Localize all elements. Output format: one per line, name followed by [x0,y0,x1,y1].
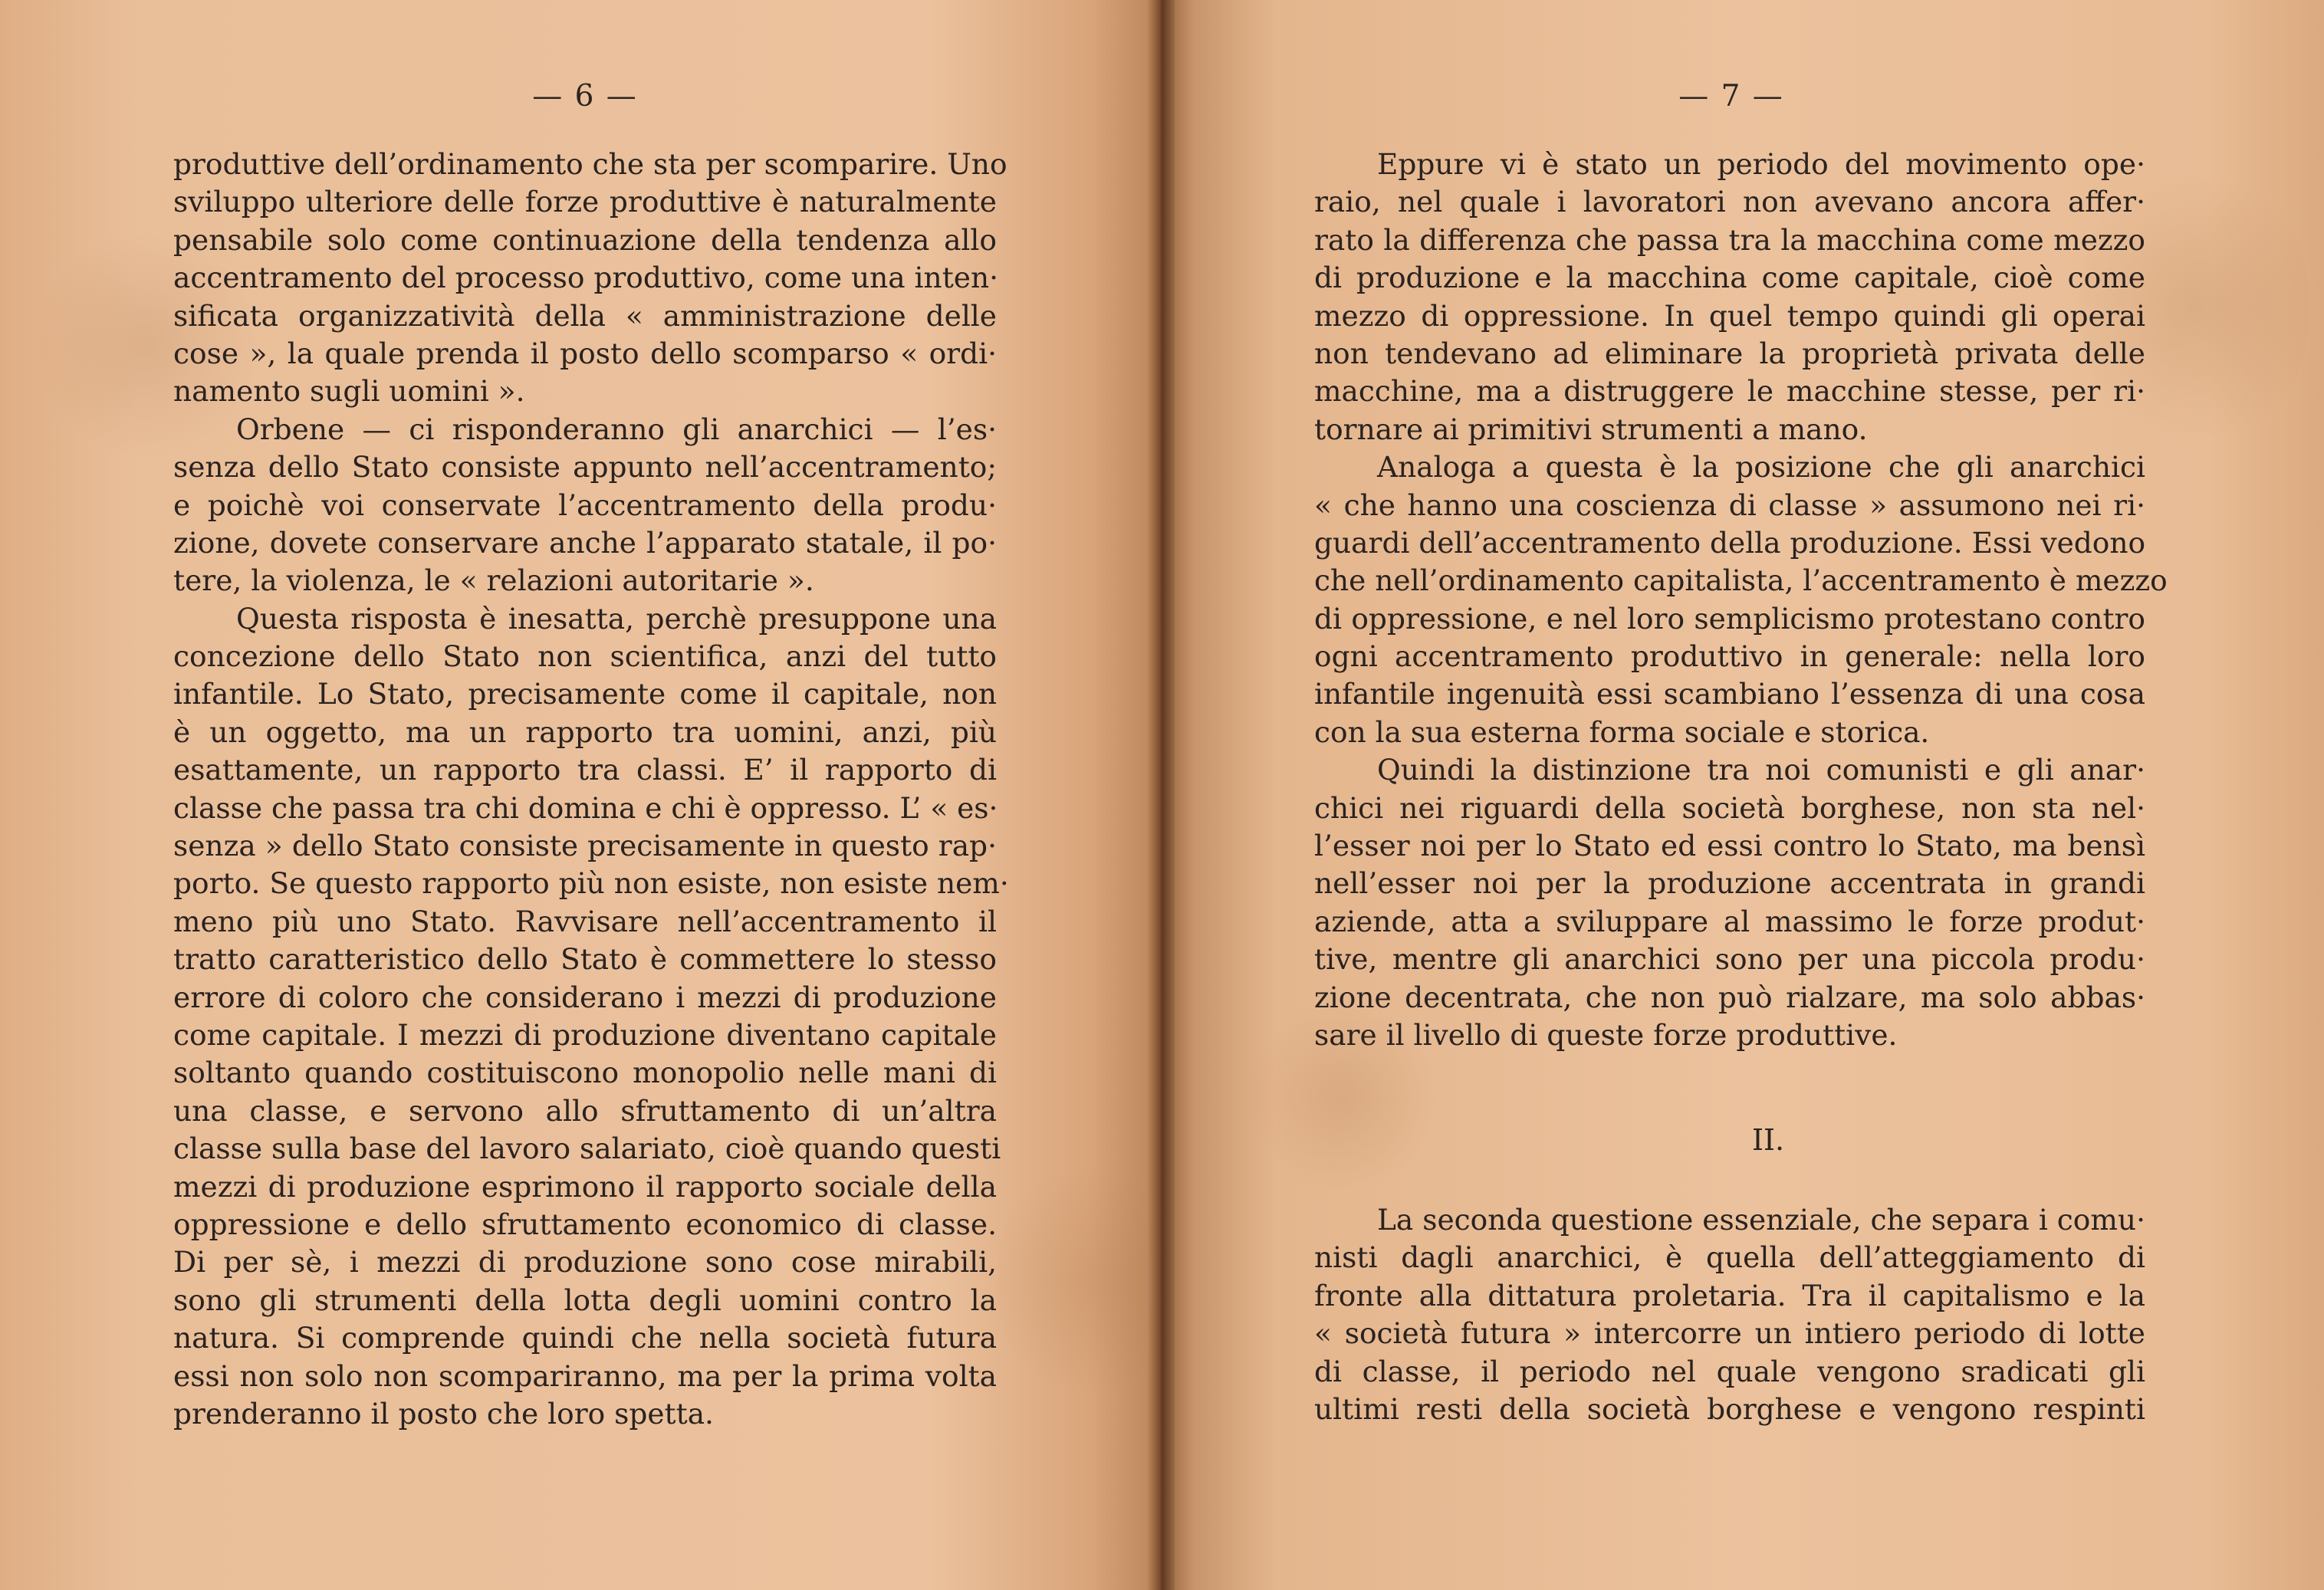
text-line: classe che passa tra chi domina e chi è oppresso. L’ « es· [173,790,998,825]
text-line: ogni accentramento produttivo in generale: nella loro [1314,639,2145,674]
text-line: aziende, atta a sviluppare al massimo le forze produt· [1314,904,2145,938]
text-line: Quindi la distinzione tra noi comunisti e gli anar· [1377,753,2145,787]
text-line: è un oggetto, ma un rapporto tra uomini, anzi, più [173,715,997,749]
book-gutter [1147,0,1175,1590]
text-line: cose », la quale prenda il posto dello scomparso « ordi· [173,336,997,370]
text-line: soltanto quando costituiscono monopolio nelle mani di [173,1056,997,1090]
text-line: produttive dell’ordinamento che sta per scomparire. Uno [173,147,1008,181]
text-line: sare il livello di queste forze produttive. [1314,1017,1898,1052]
right-page-body-top [1314,146,2168,1054]
text-line: essi non solo non scompariranno, ma per la prima volta [173,1358,997,1393]
text-line: natura. Si comprende quindi che nella società futura [173,1321,997,1355]
text-line: sificata organizzatività della « amministrazione delle [173,298,997,333]
text-line: zione decentrata, che non può rialzare, ma solo abbas· [1314,980,2145,1014]
right-page-body-bottom [1314,1201,2145,1428]
text-line: Di per sè, i mezzi di produzione sono cose mirabili, [173,1245,997,1280]
text-line: non tendevano ad eliminare la proprietà privata delle [1314,336,2145,370]
text-line: rato la differenza che passa tra la macchina come mezzo [1314,222,2145,257]
text-line: oppressione e dello sfruttamento economico di classe. [173,1207,997,1241]
text-line: errore di coloro che considerano i mezzi di produzione [173,980,997,1014]
text-line: mezzi di produzione esprimono il rapporto sociale della [173,1169,997,1204]
text-line: tornare ai primitivi strumenti a mano. [1314,412,1868,446]
text-line: porto. Se questo rapporto più non esiste, non esiste nem· [173,866,1009,901]
text-line: classe sulla base del lavoro salariato, cioè quando questi [173,1132,1001,1166]
text-line: pensabile solo come continuazione della tendenza allo [173,222,997,257]
text-line: senza dello Stato consiste appunto nell’accentramento; [173,450,997,485]
text-line: che nell’ordinamento capitalista, l’accentramento è mezzo [1314,563,2168,598]
text-line: sono gli strumenti della lotta degli uomini contro la [173,1283,997,1317]
text-line: mezzo di oppressione. In quel tempo quindi gli operai [1314,298,2145,333]
text-line: « che hanno una coscienza di classe » assumono nei ri· [1314,488,2145,522]
text-line: Questa risposta è inesatta, perchè presuppone una [236,601,997,636]
text-line: prenderanno il posto che loro spetta. [173,1396,714,1431]
text-line: Analoga a questa è la posizione che gli anarchici [1377,450,2145,485]
page-number-left: — 6 — [532,79,638,113]
text-line: Eppure vi è stato un periodo del movimento ope· [1377,147,2145,181]
text-line: infantile ingenuità essi scambiano l’essenza di una cosa [1314,677,2145,711]
text-line: tere, la violenza, le « relazioni autoritarie ». [173,563,814,598]
text-line: di classe, il periodo nel quale vengono sradicati gli [1314,1354,2145,1388]
text-line: di oppressione, e nel loro semplicismo protestano contro [1314,601,2145,636]
text-line: fronte alla dittatura proletaria. Tra il capitalismo e la [1314,1278,2145,1312]
text-line: e poichè voi conservate l’accentramento della produ· [173,488,997,522]
text-line: « società futura » intercorre un intiero periodo di lotte [1314,1316,2145,1351]
text-line: raio, nel quale i lavoratori non avevano ancora affer· [1314,185,2145,219]
text-line: tratto caratteristico dello Stato è commettere lo stesso [173,942,997,977]
text-line: senza » dello Stato consiste precisamente in questo rap· [173,829,997,863]
text-line: nell’esser noi per la produzione accentrata in grandi [1314,866,2145,901]
text-line: La seconda questione essenziale, che separa i comu· [1377,1203,2145,1237]
text-line: macchine, ma a distruggere le macchine stesse, per ri· [1314,374,2145,409]
text-line: ultimi resti della società borghese e vengono respinti [1314,1391,2145,1426]
left-page [0,0,1159,1590]
text-line: nisti dagli anarchici, è quella dell’atteggiamento di [1314,1240,2145,1275]
text-line: l’esser noi per lo Stato ed essi contro lo Stato, ma bensì [1314,829,2145,863]
text-line: tive, mentre gli anarchici sono per una piccola produ· [1314,942,2145,977]
text-line: Orbene — ci risponderanno gli anarchici — l’es· [236,412,997,446]
text-line: namento sugli uomini ». [173,374,525,409]
text-line: di produzione e la macchina come capitale, cioè come [1314,261,2145,295]
text-line: come capitale. I mezzi di produzione diventano capitale [173,1017,997,1052]
page-number-right: — 7 — [1678,79,1784,113]
text-line: guardi dell’accentramento della produzione. Essi vedono [1314,525,2146,560]
text-line: concezione dello Stato non scientifica, anzi del tutto [173,639,997,674]
text-line: meno più uno Stato. Ravvisare nell’accentramento il [173,904,997,938]
section-heading: II. [1751,1123,1785,1157]
text-line: con la sua esterna forma sociale e storica. [1314,715,1930,749]
text-line: una classe, e servono allo sfruttamento di un’altra [173,1093,997,1128]
right-page [1159,0,2324,1590]
text-line: chici nei riguardi della società borghese, non sta nel· [1314,790,2145,825]
left-page-body [173,146,1009,1433]
text-line: accentramento del processo produttivo, come una inten· [173,261,999,295]
text-line: sviluppo ulteriore delle forze produttive è naturalmente [173,185,997,219]
text-line: zione, dovete conservare anche l’apparato statale, il po· [173,525,997,560]
text-line: infantile. Lo Stato, precisamente come il capitale, non [173,677,997,711]
text-line: esattamente, un rapporto tra classi. E’ il rapporto di [173,753,997,787]
